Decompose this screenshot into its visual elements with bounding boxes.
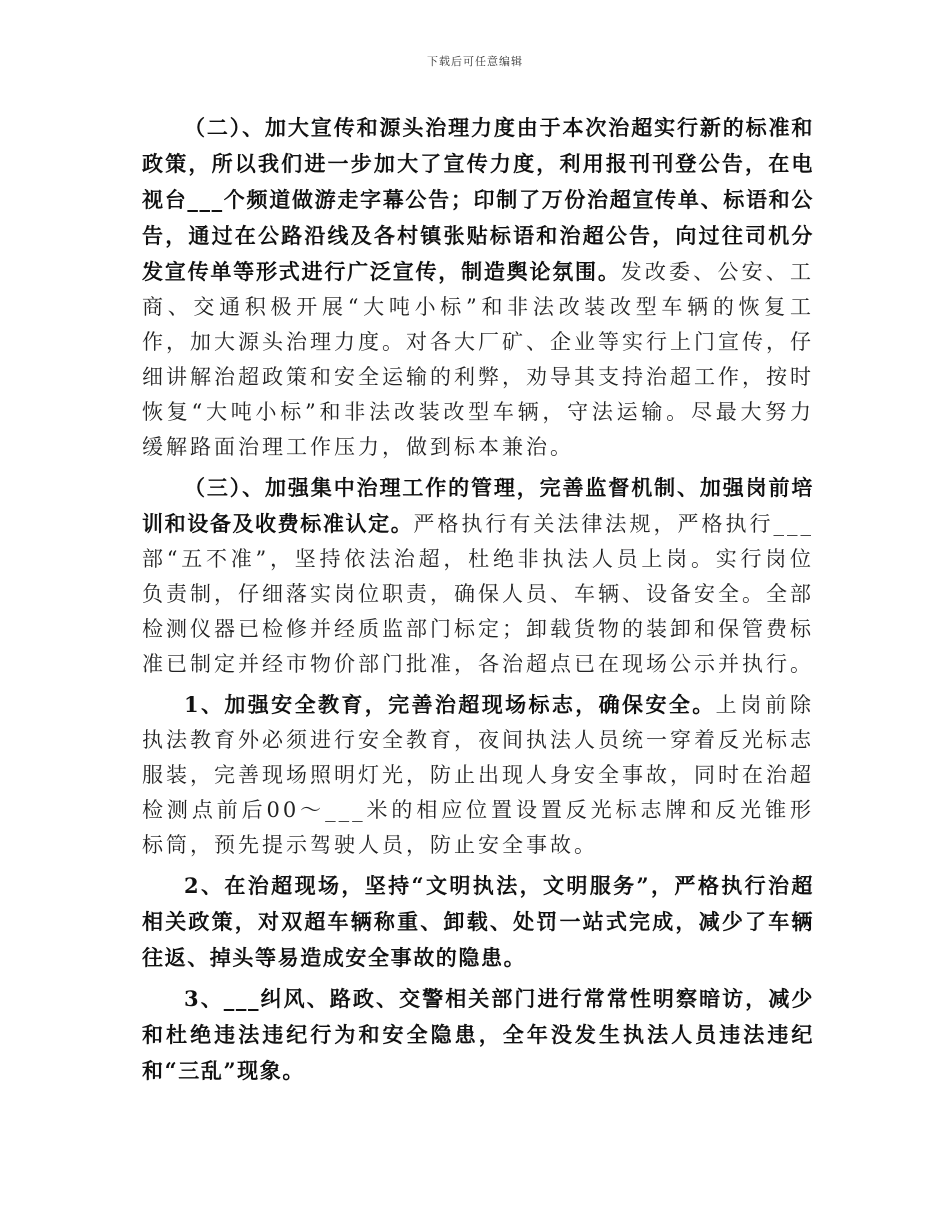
paragraph-heading: 3、___纠风、路政、交警相关部门进行常常性明察暗访，减少和杜绝违法违纪行为和安全隐患，全年没发生执法人员违法违纪和“三乱”现象。: [142, 986, 814, 1083]
page-header: 下载后可任意编辑: [427, 55, 523, 68]
paragraph-publicity: [142, 110, 814, 465]
paragraph-management: [142, 470, 814, 682]
paragraph-heading: （三）、加强集中治理工作的管理，完善监督机制、加强岗前培训和设备及收费标准认定。: [142, 475, 814, 536]
paragraph-safety-education: [142, 687, 814, 863]
paragraph-text: 上岗前除执法教育外必须进行安全教育，夜间执法人员统一穿着反光标志服装，完善现场照明灯光，防止出现人身安全事故，同时在治超检测点前后00～___米的相应位置设置反光标志牌和反光锥形标筒，预先提示驾驶人员，防止安全事故。: [142, 693, 814, 857]
paragraph-heading: 1、加强安全教育，完善治超现场标志，确保安全。: [184, 692, 716, 717]
document-body: [142, 110, 814, 1089]
paragraph-text: 发改委、公安、工商、交通积极开展“大吨小标”和非法改装改型车辆的恢复工作，加大源头治理力度。对各大厂矿、企业等实行上门宣传，仔细讲解治超政策和安全运输的利弊，劝导其支持治超工作，按时恢复“大吨小标”和非法改装改型车辆，守法运输。尽最大努力缓解路面治理工作压力，做到标本兼治。: [142, 260, 815, 459]
paragraph-heading: 2、在治超现场，坚持“文明执法，文明服务”，严格执行治超相关政策，对双超车辆称重、卸载、处罚一站式完成，减少了车辆往返、掉头等易造成安全事故的隐患。: [142, 873, 814, 970]
paragraph-civilized-enforcement: [142, 868, 814, 976]
paragraph-heading: （二）、加大宣传和源头治理力度由于本次治超实行新的标准和政策，所以我们进一步加大了宣传力度，利用报刊刊登公告，在电视台___个频道做游走字幕公告；印制了万份治超宣传单、标语和公告，通过在公路沿线及各村镇张贴标语和治超公告，向过往司机分发宣传单等形式进行广泛宣传，制造舆论氛围。: [142, 115, 814, 284]
paragraph-inspection: [142, 981, 814, 1089]
paragraph-text: 严格执行有关法律法规，严格执行___部“五不准”，坚持依法治超，杜绝非执法人员上岗。实行岗位负责制，仔细落实岗位职责，确保人员、车辆、设备安全。全部检测仪器已检修并经质监部门标定；卸载货物的装卸和保管费标准已制定并经市物价部门批准，各治超点已在现场公示并执行。: [142, 512, 815, 676]
